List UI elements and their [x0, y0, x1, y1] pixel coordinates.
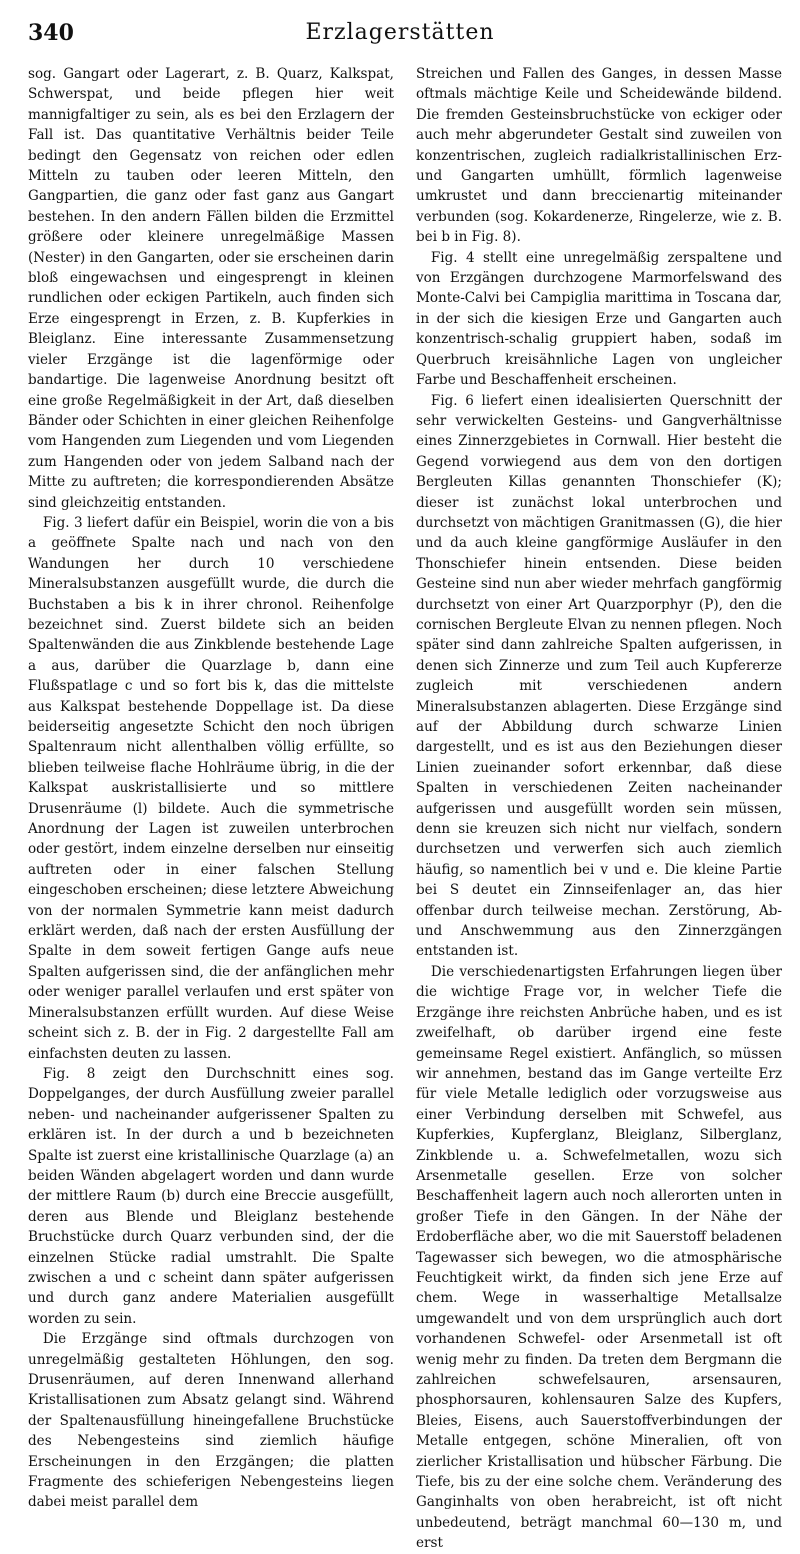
paragraph: Die verschiedenartigsten Erfahrungen liegen über die wichtige Frage vor, in welcher Tiefe die Erzgänge ihre reichsten Anbrüche haben, und es ist zweifelhaft, ob darüber irgend eine feste gemeinsame Regel existiert. Anfänglich, so müssen wir annehmen, bestand das im Gange verteilte Erz für viele Metalle lediglich oder vorzugsweise aus einer Verbindung derselben mit Schwefel, aus Kupferkies, Kupferglanz, Bleiglanz, Silberglanz, Zinkblende u. a. Schwefelmetallen, wozu sich Arsenmetalle gesellen. Erze von solcher Beschaffenheit lagern auch noch allerorten unten in großer Tiefe in den Gängen. In der Nähe der Erdoberfläche aber, wo die mit Sauerstoff beladenen Tagewasser sich bewegen, wo die atmosphärische Feuchtigkeit wirkt, da finden sich jene Erze auf chem. Wege in wasserhaltige Metallsalze umgewandelt und von dem ursprünglich auch dort vorhandenen Schwefel- oder Arsenmetall ist oft wenig mehr zu finden. Da treten dem Bergmann die zahlreichen schwefelsauren, arsensauren, phosphorsauren, kohlensauren Salze des Kupfers, Bleies, Eisens, auch Sauerstoffverbindungen der Metalle entgegen, schöne Mineralien, oft von zierlicher Kristallisation und hübscher Färbung. Die Tiefe, bis zu der eine solche chem. Veränderung des Ganginhalts von oben herabreicht, ist oft nicht unbedeutend, beträgt manchmal 60—130 m, und erst: [416, 963, 782, 1552]
page-header: [18, 18, 782, 52]
paragraph: Fig. 8 zeigt den Durchschnitt eines sog. Doppelganges, der durch Ausfüllung zweier parallel neben- und nacheinander aufgerissener Spalten zu erklären ist. In der durch a und b bezeichneten Spalte ist zuerst eine kristallinische Quarzlage (a) an beiden Wänden abgelagert worden und dann wurde der mittlere Raum (b) durch eine Breccie ausgefüllt, deren aus Blende und Bleiglanz bestehende Bruchstücke durch Quarz verbunden sind, der die einzelnen Stücke radial umstrahlt. Die Spalte zwischen a und c scheint dann später aufgerissen und durch ganz andere Materialien ausgefüllt worden zu sein.: [28, 1065, 394, 1327]
paragraph: Fig. 4 stellt eine unregelmäßig zerspaltene und von Erzgängen durchzogene Marmorfelswand des Monte-Calvi bei Campiglia marittima in Toscana dar, in der sich die kiesigen Erze und Gangarten auch konzentrisch-schalig gruppiert haben, sodaß im Querbruch kreisähnliche Lagen von ungleicher Farbe und Beschaffenheit erscheinen.: [416, 249, 782, 389]
paragraph: Fig. 6 liefert einen idealisierten Querschnitt der sehr verwickelten Gesteins- und Gangverhältnisse eines Zinnerzgebietes in Cornwall. Hier besteht die Gegend vorwiegend aus dem von den dortigen Bergleuten Killas genannten Thonschiefer (K); dieser ist zunächst lokal unterbrochen und durchsetzt von mächtigen Granitmassen (G), die hier und da auch kleine gangförmige Ausläufer in den Thonschiefer hinein entsenden. Diese beiden Gesteine sind nun aber wieder mehrfach gangförmig durchsetzt von einer Art Quarzporphyr (P), den die cornischen Bergleute Elvan zu nennen pflegen. Noch später sind dann zahlreiche Spalten aufgerissen, in denen sich Zinnerze und zum Teil auch Kupfererze zugleich mit verschiedenen andern Mineralsubstanzen ablagerten. Diese Erzgänge sind auf der Abbildung durch schwarze Linien dargestellt, und es ist aus den Beziehungen dieser Linien zueinander sofort erkennbar, daß diese Spalten in verschiedenen Zeiten nacheinander aufgerissen und ausgefüllt worden sein müssen, denn sie kreuzen sich nicht nur vielfach, sondern durchsetzen und verwerfen sich auch ziemlich häufig, so namentlich bei v und e. Die kleine Partie bei S deutet ein Zinnseifenlager an, das hier offenbar durch teilweise mechan. Zerstörung, Ab- und Anschwemmung aus den Zinnerzgängen entstanden ist.: [416, 392, 783, 960]
paragraph: Fig. 3 liefert dafür ein Beispiel, worin die von a bis a geöffnete Spalte nach und nach von den Wandungen her durch 10 verschiedene Mineralsubstanzen ausgefüllt wurde, die durch die Buchstaben a bis k in ihrer chronol. Reihenfolge bezeichnet sind. Zuerst bildete sich an beiden Spaltenwänden die aus Zinkblende bestehende Lage a aus, darüber die Quarzlage b, dann eine Flußspatlage c und so fort bis k, das die mittelste aus Kalkspat bestehende Doppellage ist. Da diese beiderseitig angesetzte Schicht den noch übrigen Spaltenraum nicht allenthalben völlig erfüllte, so blieben teilweise flache Hohlräume übrig, in die der Kalkspat auskristallisierte und so mittlere Drusenräume (l) bildete. Auch die symmetrische Anordnung der Lagen ist zuweilen unterbrochen oder gestört, indem einzelne derselben nur einseitig auftreten oder in einer falschen Stellung eingeschoben erscheinen; diese letztere Abweichung von der normalen Symmetrie kann meist dadurch erklärt werden, daß nach der ersten Ausfüllung der Spalte in dem soweit fertigen Gange aufs neue Spalten aufgerissen sind, die der anfänglichen mehr oder weniger parallel verlaufen und erst später von Mineralsubstanzen erfüllt wurden. Auf diese Weise scheint sich z. B. der in Fig. 2 dargestellte Fall am einfachsten deuten zu lassen.: [28, 514, 394, 1062]
paragraph: sog. Gangart oder Lagerart, z. B. Quarz, Kalkspat, Schwerspat, und beide pflegen hier weit mannigfaltiger zu sein, als es bei den Erzlagern der Fall ist. Das quantitative Verhältnis beider Teile bedingt den Gegensatz von reichen oder edlen Mitteln zu tauben oder leeren Mitteln, den Gangpartien, die ganz oder fast ganz aus Gangart bestehen. In den andern Fällen bilden die Erzmittel größere oder kleinere unregelmäßige Massen (Nester) in den Gangarten, oder sie erscheinen darin bloß eingewachsen und eingesprengt in kleinen rundlichen oder eckigen Partikeln, auch finden sich Erze eingesprengt in Erzen, z. B. Kupferkies in Bleiglanz. Eine interessante Zusammensetzung vieler Erzgänge ist die lagenförmige oder bandartige. Die lagenweise Anordnung besitzt oft eine große Regelmäßigkeit in der Art, daß dieselben Bänder oder Schichten in einer gleichen Reihenfolge vom Hangenden zum Liegenden und vom Liegenden zum Hangenden oder von jedem Salband nach der Mitte zu auftreten; die korrespondierenden Absätze sind gleichzeitig entstanden.: [28, 66, 394, 511]
paragraph: Die Erzgänge sind oftmals durchzogen von unregelmäßig gestalteten Höhlungen, den sog. Drusenräumen, auf deren Innenwand allerhand Kristallisationen zum Absatz gelangt sind. Während der Spaltenausfüllung hineingefallene Bruchstücke des Nebengesteins sind ziemlich häufige Erscheinungen in den Erzgängen; die platten Fragmente des schieferigen Nebengesteins liegen dabei meist parallel dem: [28, 1331, 394, 1511]
left-column: [28, 64, 394, 1511]
running-title: Erzlagerstätten: [305, 20, 495, 45]
right-column: [416, 64, 783, 1552]
text-columns: [28, 64, 783, 1552]
paragraph: Streichen und Fallen des Ganges, in dessen Masse oftmals mächtige Keile und Scheidewände bildend. Die fremden Gesteinsbruchstücke von eckiger oder auch mehr abgerundeter Gestalt sind zuweilen von konzentrischen, zugleich radialkristallinischen Erz- und Gangarten umhüllt, förmlich lagenweise umkrustet und dann breccienartig miteinander verbunden (sog. Kokardenerze, Ringelerze, wie z. B. bei b in Fig. 8).: [416, 66, 782, 246]
page-number: 340: [28, 20, 74, 46]
